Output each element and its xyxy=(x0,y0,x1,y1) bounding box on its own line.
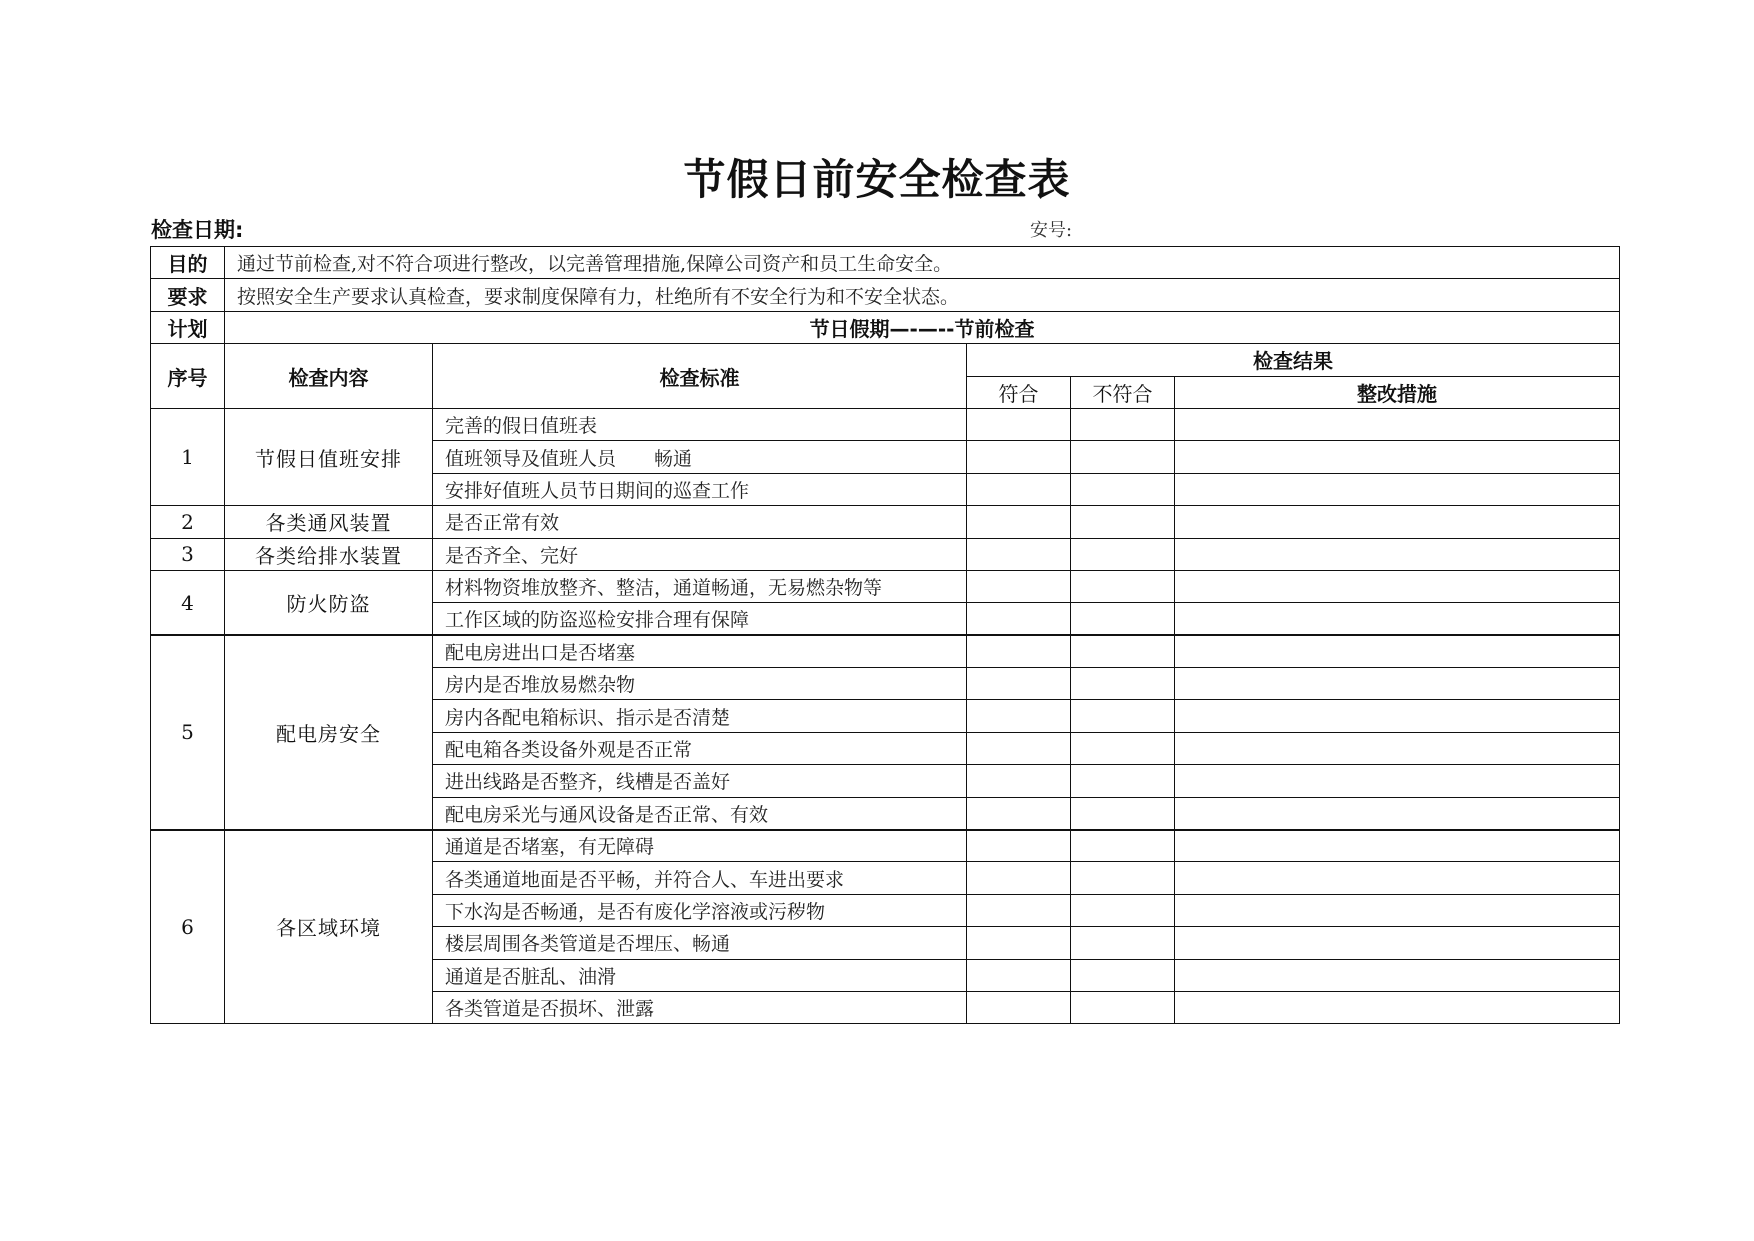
measures-cell[interactable] xyxy=(1175,991,1620,1023)
header-measures: 整改措施 xyxy=(1175,376,1620,408)
nonconform-cell[interactable] xyxy=(1071,506,1175,538)
header-row-1 xyxy=(151,344,1620,376)
conform-cell[interactable] xyxy=(967,765,1071,797)
table-row xyxy=(151,830,1620,862)
requirement-label: 要求 xyxy=(151,279,225,311)
measures-cell[interactable] xyxy=(1175,765,1620,797)
nonconform-cell[interactable] xyxy=(1071,668,1175,700)
measures-cell[interactable] xyxy=(1175,668,1620,700)
item-content: 防火防盗 xyxy=(225,570,433,635)
purpose-row xyxy=(151,247,1620,279)
item-index: 6 xyxy=(151,830,225,1024)
nonconform-cell[interactable] xyxy=(1071,603,1175,635)
header-standard: 检查标准 xyxy=(433,344,967,409)
item-standard: 通道是否脏乱、油滑 xyxy=(433,959,967,991)
page-title: 节假日前安全检查表 xyxy=(683,155,1071,204)
item-standard: 材料物资堆放整齐、整洁，通道畅通，无易燃杂物等 xyxy=(433,570,967,602)
conform-cell[interactable] xyxy=(967,862,1071,894)
conform-cell[interactable] xyxy=(967,668,1071,700)
measures-cell[interactable] xyxy=(1175,538,1620,570)
item-standard: 进出线路是否整齐，线槽是否盖好 xyxy=(433,765,967,797)
measures-cell[interactable] xyxy=(1175,603,1620,635)
conform-cell[interactable] xyxy=(967,991,1071,1023)
conform-cell[interactable] xyxy=(967,830,1071,862)
table-row xyxy=(151,635,1620,667)
nonconform-cell[interactable] xyxy=(1071,830,1175,862)
item-standard: 是否正常有效 xyxy=(433,506,967,538)
conform-cell[interactable] xyxy=(967,538,1071,570)
item-index: 1 xyxy=(151,408,225,505)
document-number-label: 安号: xyxy=(1030,220,1073,241)
measures-cell[interactable] xyxy=(1175,441,1620,473)
plan-row xyxy=(151,311,1620,343)
item-index: 5 xyxy=(151,635,225,829)
conform-cell[interactable] xyxy=(967,894,1071,926)
nonconform-cell[interactable] xyxy=(1071,700,1175,732)
nonconform-cell[interactable] xyxy=(1071,570,1175,602)
conform-cell[interactable] xyxy=(967,570,1071,602)
item-standard: 各类管道是否损坏、泄露 xyxy=(433,991,967,1023)
nonconform-cell[interactable] xyxy=(1071,797,1175,829)
measures-cell[interactable] xyxy=(1175,959,1620,991)
nonconform-cell[interactable] xyxy=(1071,732,1175,764)
header-index: 序号 xyxy=(151,344,225,409)
measures-cell[interactable] xyxy=(1175,408,1620,440)
nonconform-cell[interactable] xyxy=(1071,862,1175,894)
measures-cell[interactable] xyxy=(1175,700,1620,732)
conform-cell[interactable] xyxy=(967,473,1071,505)
item-standard: 配电房采光与通风设备是否正常、有效 xyxy=(433,797,967,829)
item-standard: 房内是否堆放易燃杂物 xyxy=(433,668,967,700)
measures-cell[interactable] xyxy=(1175,894,1620,926)
header-conform: 符合 xyxy=(967,376,1071,408)
nonconform-cell[interactable] xyxy=(1071,473,1175,505)
table-row xyxy=(151,408,1620,440)
requirement-row xyxy=(151,279,1620,311)
conform-cell[interactable] xyxy=(967,603,1071,635)
item-index: 2 xyxy=(151,506,225,538)
measures-cell[interactable] xyxy=(1175,635,1620,667)
item-standard: 配电箱各类设备外观是否正常 xyxy=(433,732,967,764)
measures-cell[interactable] xyxy=(1175,927,1620,959)
item-standard: 安排好值班人员节日期间的巡查工作 xyxy=(433,473,967,505)
nonconform-cell[interactable] xyxy=(1071,959,1175,991)
item-index: 4 xyxy=(151,570,225,635)
item-content: 配电房安全 xyxy=(225,635,433,829)
measures-cell[interactable] xyxy=(1175,506,1620,538)
item-standard: 各类通道地面是否平畅，并符合人、车进出要求 xyxy=(433,862,967,894)
measures-cell[interactable] xyxy=(1175,797,1620,829)
header-nonconform: 不符合 xyxy=(1071,376,1175,408)
item-standard: 完善的假日值班表 xyxy=(433,408,967,440)
measures-cell[interactable] xyxy=(1175,732,1620,764)
item-standard: 是否齐全、完好 xyxy=(433,538,967,570)
conform-cell[interactable] xyxy=(967,700,1071,732)
conform-cell[interactable] xyxy=(967,732,1071,764)
item-standard: 工作区域的防盗巡检安排合理有保障 xyxy=(433,603,967,635)
header-result: 检查结果 xyxy=(967,344,1620,376)
item-content: 节假日值班安排 xyxy=(225,408,433,505)
conform-cell[interactable] xyxy=(967,927,1071,959)
conform-cell[interactable] xyxy=(967,408,1071,440)
inspection-table xyxy=(150,246,1620,1024)
item-standard: 通道是否堵塞，有无障碍 xyxy=(433,830,967,862)
table-row xyxy=(151,506,1620,538)
measures-cell[interactable] xyxy=(1175,862,1620,894)
conform-cell[interactable] xyxy=(967,797,1071,829)
nonconform-cell[interactable] xyxy=(1071,538,1175,570)
nonconform-cell[interactable] xyxy=(1071,441,1175,473)
purpose-label: 目的 xyxy=(151,247,225,279)
item-content: 各区域环境 xyxy=(225,830,433,1024)
requirement-text: 按照安全生产要求认真检查，要求制度保障有力，杜绝所有不安全行为和不安全状态。 xyxy=(225,279,1620,311)
item-standard: 配电房进出口是否堵塞 xyxy=(433,635,967,667)
table-row xyxy=(151,538,1620,570)
nonconform-cell[interactable] xyxy=(1071,991,1175,1023)
measures-cell[interactable] xyxy=(1175,830,1620,862)
purpose-text: 通过节前检查,对不符合项进行整改，以完善管理措施,保障公司资产和员工生命安全。 xyxy=(225,247,1620,279)
inspection-date-label: 检查日期: xyxy=(151,218,244,242)
item-standard: 值班领导及值班人员 畅通 xyxy=(433,441,967,473)
item-standard: 房内各配电箱标识、指示是否清楚 xyxy=(433,700,967,732)
nonconform-cell[interactable] xyxy=(1071,927,1175,959)
item-standard: 下水沟是否畅通，是否有废化学溶液或污秽物 xyxy=(433,894,967,926)
nonconform-cell[interactable] xyxy=(1071,894,1175,926)
item-content: 各类给排水装置 xyxy=(225,538,433,570)
header-content: 检查内容 xyxy=(225,344,433,409)
plan-text: 节日假期—-—--节前检查 xyxy=(225,311,1620,343)
measures-cell[interactable] xyxy=(1175,570,1620,602)
conform-cell[interactable] xyxy=(967,506,1071,538)
conform-cell[interactable] xyxy=(967,635,1071,667)
table-row xyxy=(151,570,1620,602)
measures-cell[interactable] xyxy=(1175,473,1620,505)
conform-cell[interactable] xyxy=(967,441,1071,473)
plan-label: 计划 xyxy=(151,311,225,343)
item-index: 3 xyxy=(151,538,225,570)
item-content: 各类通风装置 xyxy=(225,506,433,538)
item-standard: 楼层周围各类管道是否埋压、畅通 xyxy=(433,927,967,959)
nonconform-cell[interactable] xyxy=(1071,765,1175,797)
nonconform-cell[interactable] xyxy=(1071,635,1175,667)
nonconform-cell[interactable] xyxy=(1071,408,1175,440)
conform-cell[interactable] xyxy=(967,959,1071,991)
